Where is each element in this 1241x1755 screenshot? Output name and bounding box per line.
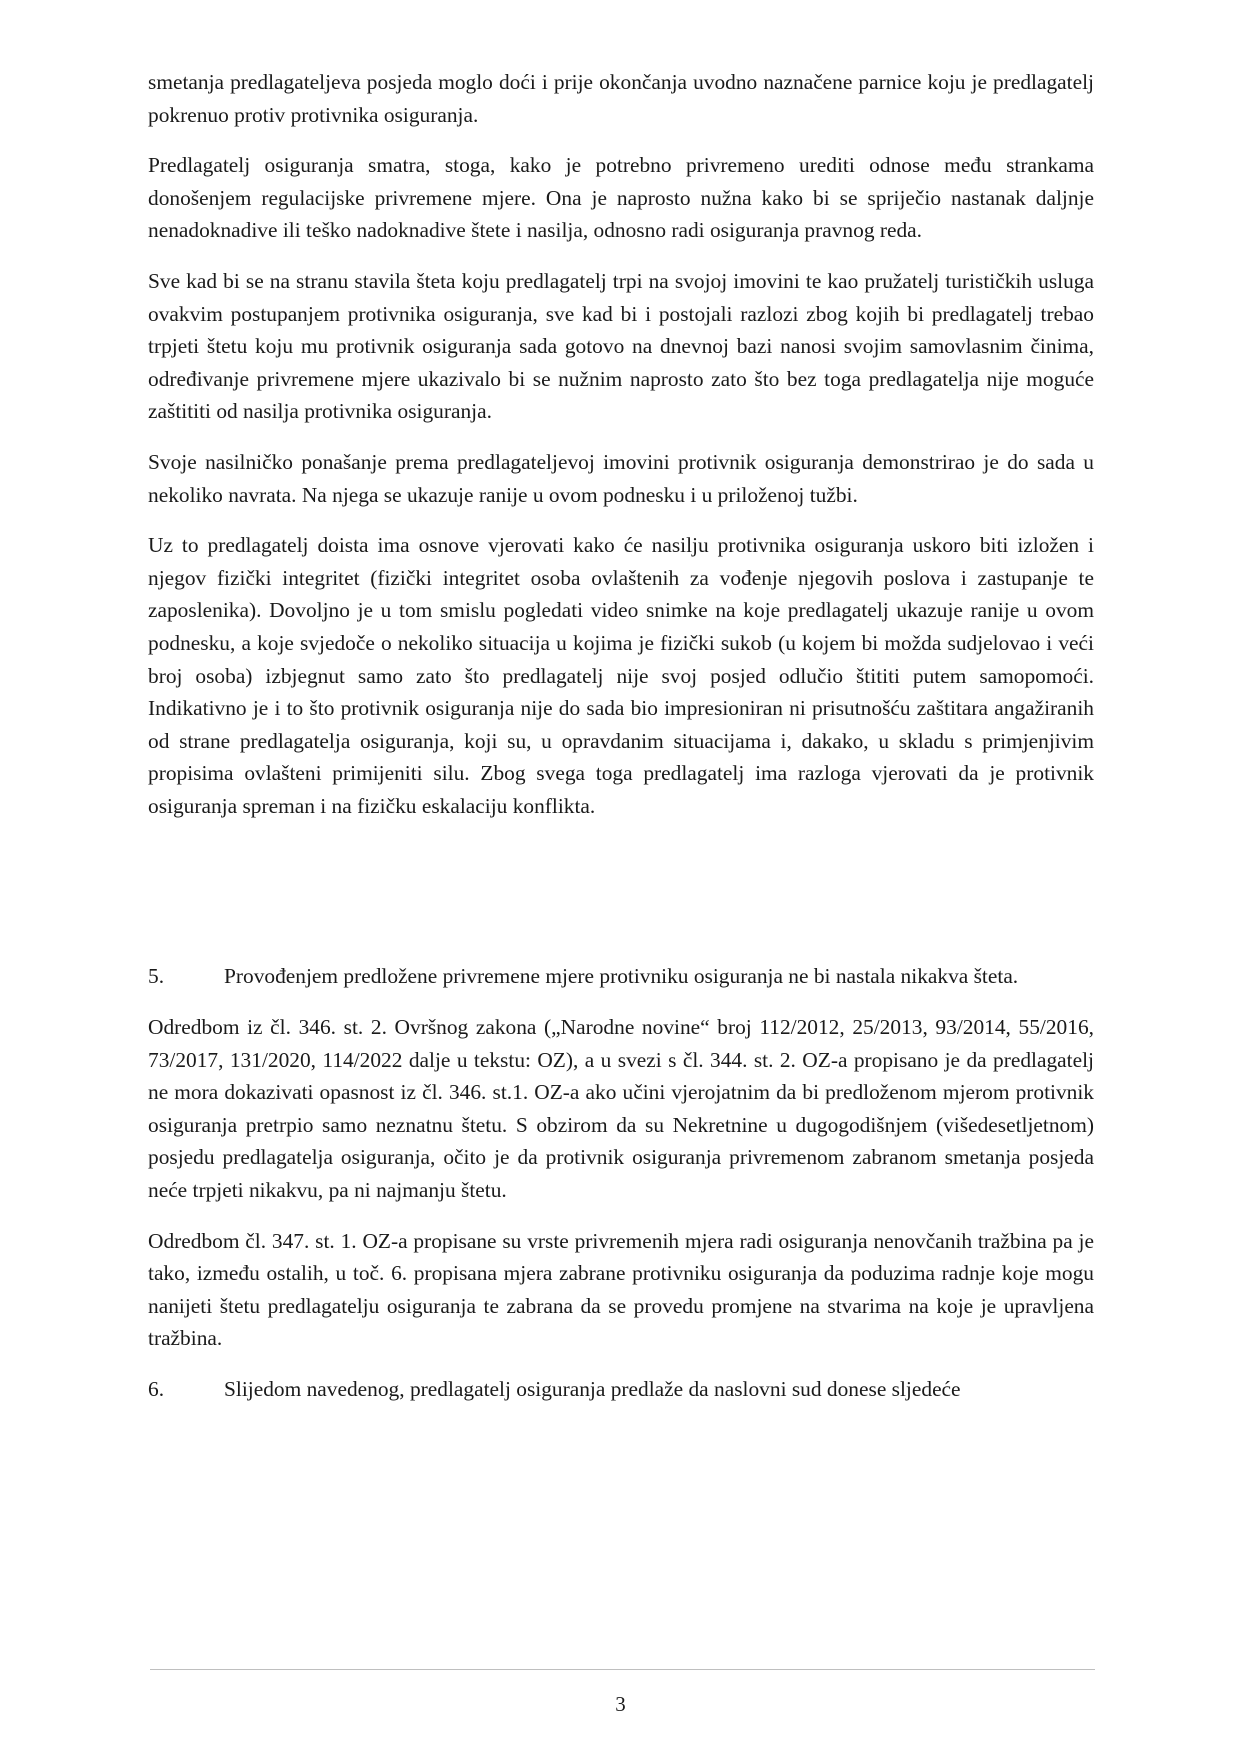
paragraph: Odredbom iz čl. 346. st. 2. Ovršnog zakona („Narodne novine“ broj 112/2012, 25/2013, 93/2014, 55/2016, 73/2017, 131/2020, 114/2022 dalje u tekstu: OZ), a u svezi s čl. 344. st. 2. OZ-a propisano je da predlagatelj ne mora dokazivati opasnost iz čl. 346. st.1. OZ-a ako učini vjerojatnim da bi predloženom mjerom protivnik osiguranja pretrpio samo neznatnu štetu. S obzirom da su Nekretnine u dugogodišnjem (višedesetljetnom) posjedu predlagatelja osiguranja, očito je da protivnik osiguranja privremenom zabranom smetanja posjeda neće trpjeti nikakvu, pa ni najmanju štetu. [148, 1015, 1094, 1203]
paragraph: Odredbom čl. 347. st. 1. OZ-a propisane su vrste privremenih mjera radi osiguranja nenovčanih tražbina pa je tako, između ostalih, u toč. 6. propisana mjera zabrane protivniku osiguranja da poduzima radnje koje mogu nanijeti štetu predlagatelju osiguranja te zabrana da se provedu promjene na stvarima na koje je upravljena tražbina. [148, 1228, 1094, 1351]
footer-divider [150, 1669, 1095, 1670]
page-number: 3 [615, 1692, 626, 1716]
document-body [148, 66, 1094, 1424]
section-6-heading [148, 1373, 1094, 1406]
section-number: 5. [148, 964, 165, 989]
paragraph: Uz to predlagatelj doista ima osnove vjerovati kako će nasilju protivnika osiguranja uskoro biti izložen i njegov fizički integritet (fizički integritet osoba ovlaštenih za vođenje njegovih poslova i zastupanje te zaposlenika). Dovoljno je u tom smislu pogledati video snimke na koje predlagatelj ukazuje ranije u ovom podnesku, a koje svjedoče o nekoliko situacija u kojima je fizički sukob (u kojem bi možda sudjelovao i veći broj osoba) izbjegnut samo zato što predlagatelj nije svoj posjed odlučio štititi putem samopomoći. Indikativno je i to što protivnik osiguranja nije do sada bio impresioniran ni prisutnošću zaštitara angažiranih od strane predlagatelja osiguranja, koji su, u opravdanim situacijama i, dakako, u skladu s primjenjivim propisima ovlašteni primijeniti silu. Zbog svega toga predlagatelj ima razloga vjerovati da je protivnik osiguranja spreman i na fizičku eskalaciju konflikta. [148, 533, 1094, 818]
section-5-heading [148, 960, 1094, 993]
paragraph: smetanja predlagateljeva posjeda moglo doći i prije okončanja uvodno naznačene parnice koju je predlagatelj pokrenuo protiv protivnika osiguranja. [148, 70, 1094, 127]
section-text: Provođenjem predložene privremene mjere protivniku osiguranja ne bi nastala nikakva šteta. [224, 964, 1019, 989]
paragraph: Predlagatelj osiguranja smatra, stoga, kako je potrebno privremeno urediti odnose među strankama donošenjem regulacijske privremene mjere. Ona je naprosto nužna kako bi se spriječio nastanak daljnje nenadoknadive ili teško nadoknadive štete i nasilja, odnosno radi osiguranja pravnog reda. [148, 153, 1094, 243]
section-text: Slijedom navedenog, predlagatelj osiguranja predlaže da naslovni sud donese sljedeće [224, 1377, 961, 1401]
paragraph: Sve kad bi se na stranu stavila šteta koju predlagatelj trpi na svojoj imovini te kao pružatelj turističkih usluga ovakvim postupanjem protivnika osiguranja, sve kad bi i postojali razlozi zbog kojih bi predlagatelj trebao trpjeti štetu koju mu protivnik osiguranja sada gotovo na dnevnoj bazi nanosi svojim samovlasnim činima, određivanje privremene mjere ukazivalo bi se nužnim naprosto zato što bez toga predlagatelja nije moguće zaštititi od nasilja protivnika osiguranja. [148, 268, 1094, 424]
section-number: 6. [148, 1377, 165, 1401]
paragraph: Svoje nasilničko ponašanje prema predlagateljevoj imovini protivnik osiguranja demonstrirao je do sada u nekoliko navrata. Na njega se ukazuje ranije u ovom podnesku i u priloženoj tužbi. [148, 449, 1094, 507]
section-spacer [148, 840, 1094, 960]
